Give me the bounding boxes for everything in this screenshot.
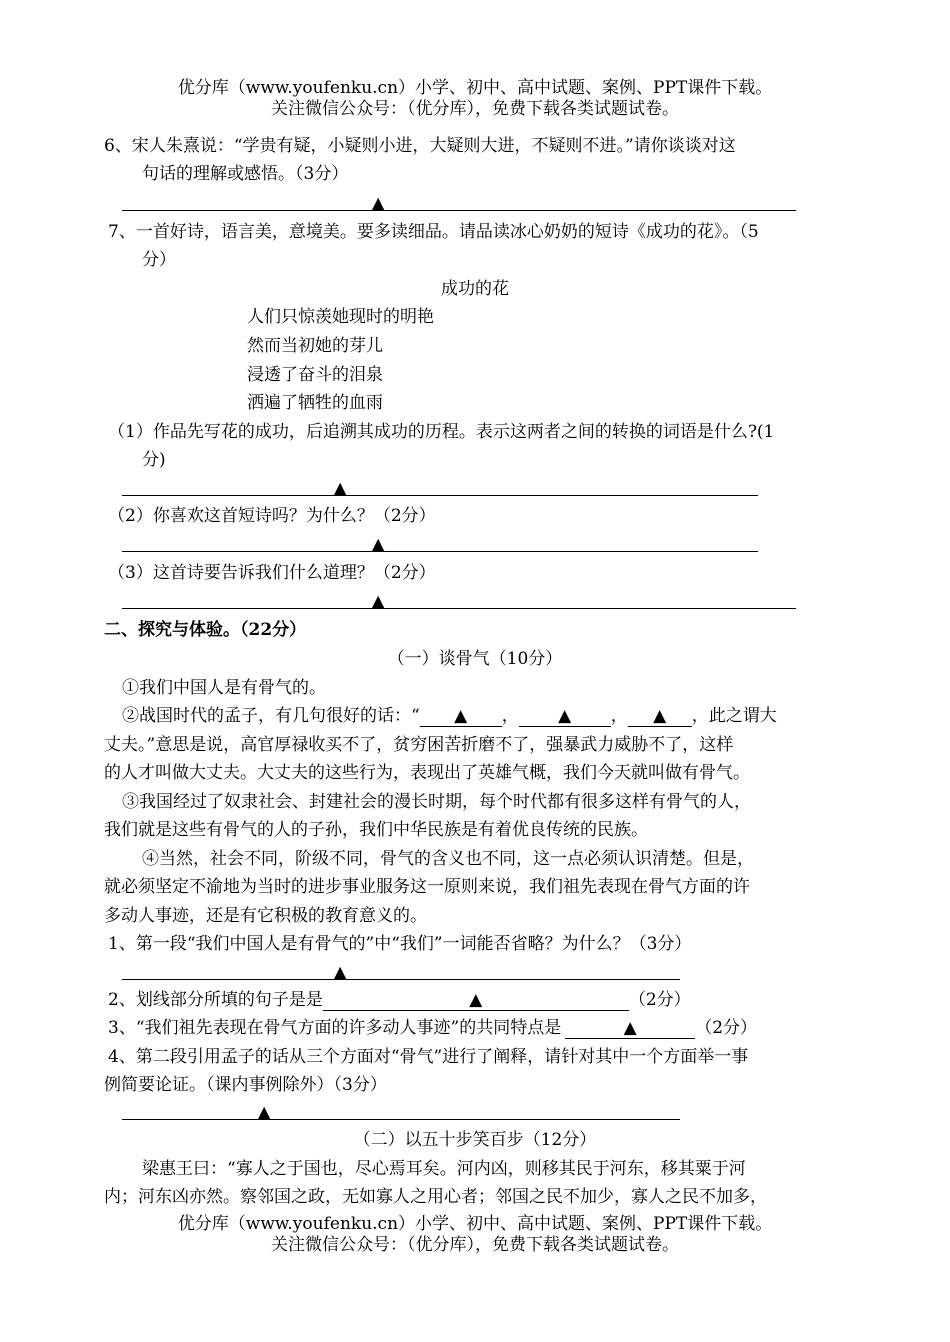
poem-line: 人们只惊羡她现时的明艳 — [247, 307, 434, 327]
triangle-icon: ▲ — [334, 962, 347, 981]
q6-answer-line — [122, 210, 796, 211]
part1-title: （一）谈骨气（10分） — [387, 649, 563, 669]
poem-title: 成功的花 — [441, 279, 509, 299]
triangle-icon: ▲ — [558, 706, 572, 726]
comma: ， — [501, 706, 519, 726]
poem-line: 洒遍了牺牲的血雨 — [247, 393, 383, 413]
q7-sub1-line-2: 分) — [142, 450, 166, 470]
part2-line-2: 内；河东凶亦然。察邻国之政，无如寡人之用心者；邻国之民不加少，寡人之民不加多， — [104, 1187, 767, 1207]
blank-2 — [519, 706, 611, 727]
triangle-icon: ▲ — [372, 193, 385, 212]
q7-sub3: （3）这首诗要告诉我们什么道理？（2分） — [108, 563, 436, 583]
paragraph-3-line-1: ③我国经过了奴隶社会、封建社会的漫长时期，每个时代都有很多这样有骨气的人， — [122, 792, 751, 812]
footer-line-2: 关注微信公众号：（优分库），免费下载各类试题试卷。 — [271, 1235, 679, 1255]
poem-line: 然而当初她的芽儿 — [247, 336, 383, 356]
paragraph-1: ①我们中国人是有骨气的。 — [122, 678, 326, 698]
triangle-icon: ▲ — [469, 990, 483, 1010]
q3-text: 3、“我们祖先表现在骨气方面的许多动人事迹”的共同特点是 — [108, 1018, 562, 1038]
paragraph-2-line-1 — [122, 704, 777, 728]
paragraph-3-line-2: 我们就是这些有骨气的人的子孙，我们中华民族是有着优良传统的民族。 — [104, 820, 648, 840]
triangle-icon: ▲ — [372, 534, 385, 553]
q6-line-1: 6、宋人朱熹说：“学贵有疑，小疑则小进，大疑则大进，不疑则不进。”请你谈谈对这 — [104, 136, 736, 156]
comma: ， — [610, 706, 628, 726]
part2-line-1: 梁惠王曰：“寡人之于国也，尽心焉耳矣。河内凶，则移其民于河东，移其粟于河 — [142, 1159, 746, 1179]
blank-3 — [628, 706, 692, 727]
paragraph-2-line-3: 的人才叫做大丈夫。大丈夫的这些行为，表现出了英雄气概，我们今天就叫做有骨气。 — [104, 763, 750, 783]
part2-title: （二）以五十步笑百步（12分） — [353, 1130, 597, 1150]
q7-line-1: 7、一首好诗，语言美，意境美。要多读细品。请品读冰心奶奶的短诗《成功的花》。（5 — [108, 222, 759, 242]
paragraph-4-line-2: 就必须坚定不渝地为当时的进步事业服务这一原则来说，我们祖先表现在骨气方面的许 — [104, 877, 750, 897]
q7-sub1-answer-line — [122, 495, 758, 496]
triangle-icon: ▲ — [454, 706, 468, 726]
paragraph-2-line-2: 丈夫。”意思是说，高官厚禄收买不了，贫穷困苦折磨不了，强暴武力威胁不了，这样 — [104, 735, 734, 755]
paragraph-4-line-1: ④当然，社会不同，阶级不同，骨气的含义也不同，这一点必须认识清楚。但是， — [142, 849, 754, 869]
question-4-line-2: 例简要论证。（课内事例除外）（3分） — [104, 1075, 387, 1095]
blank-1 — [420, 706, 502, 727]
triangle-icon: ▲ — [653, 706, 667, 726]
q2-score: （2分） — [628, 990, 691, 1010]
q7-sub3-answer-line — [122, 608, 796, 609]
q3-blank — [565, 1018, 695, 1039]
p2-start-text: ②战国时代的孟子，有几句很好的话：“ — [122, 706, 420, 726]
question-4-line-1: 4、第二段引用孟子的话从三个方面对“骨气”进行了阐释，请针对其中一个方面举一事 — [108, 1047, 749, 1067]
q3-score: （2分） — [695, 1018, 758, 1038]
triangle-icon: ▲ — [258, 1102, 271, 1121]
question-2 — [108, 988, 691, 1012]
poem-line: 浸透了奋斗的泪泉 — [247, 365, 383, 385]
question-1: 1、第一段“我们中国人是有骨气的”中“我们”一词能否省略？为什么？（3分） — [108, 934, 692, 954]
q4-answer-line — [122, 1119, 680, 1120]
q1-answer-line — [122, 979, 680, 980]
p2-end-text: ，此之谓大 — [691, 706, 777, 726]
q7-sub2: （2）你喜欢这首短诗吗？为什么？（2分） — [108, 506, 436, 526]
q7-sub2-answer-line — [122, 551, 758, 552]
q7-sub1-line-1: （1）作品先写花的成功，后追溯其成功的历程。表示这两者之间的转换的词语是什么?(1 — [108, 422, 775, 442]
q2-blank — [323, 990, 629, 1011]
section-heading: 二、探究与体验。（22分） — [104, 620, 307, 640]
header-line-1: 优分库（www.youfenku.cn）小学、初中、高中试题、案例、PPT课件下载。 — [177, 78, 773, 98]
paragraph-4-line-3: 多动人事迹，还是有它积极的教育意义的。 — [104, 906, 427, 926]
triangle-icon: ▲ — [372, 591, 385, 610]
header-line-2: 关注微信公众号：（优分库），免费下载各类试题试卷。 — [271, 99, 679, 119]
footer-line-1: 优分库（www.youfenku.cn）小学、初中、高中试题、案例、PPT课件下载。 — [177, 1214, 773, 1234]
question-3 — [108, 1016, 757, 1040]
q7-line-2: 分） — [142, 250, 176, 270]
triangle-icon: ▲ — [623, 1018, 637, 1038]
q6-line-2: 句话的理解或感悟。（3分） — [142, 164, 349, 184]
q2-text: 2、划线部分所填的句子是是 — [108, 990, 323, 1010]
triangle-icon: ▲ — [334, 478, 347, 497]
